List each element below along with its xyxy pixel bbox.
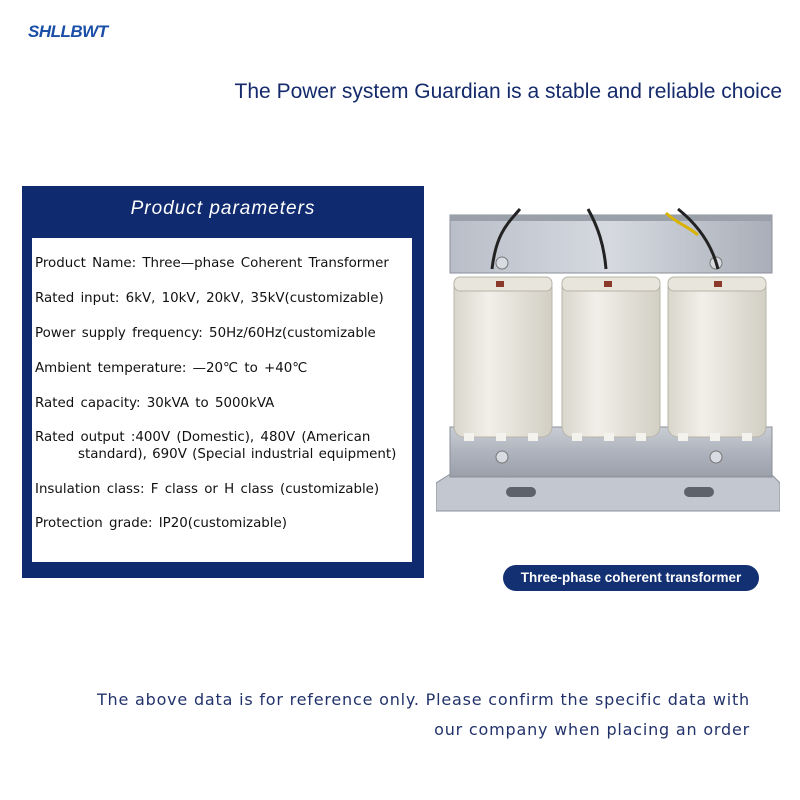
param-protection-grade: Protection grade: IP20(customizable) <box>35 516 287 531</box>
brand-logo: SHLLBWT <box>28 22 108 41</box>
headline: The Power system Guardian is a stable and reliable choice <box>234 80 782 103</box>
param-insulation-class: Insulation class: F class or H class (customizable) <box>35 482 380 497</box>
disclaimer-line-2: our company when placing an order <box>434 720 750 739</box>
param-rated-capacity: Rated capacity: 30kVA to 5000kVA <box>35 396 275 411</box>
param-product-name: Product Name: Three—phase Coherent Transformer <box>35 256 389 271</box>
product-parameters-title: Product parameters <box>130 198 316 219</box>
three-phase-transformer-icon <box>436 205 780 515</box>
param-ambient-temperature: Ambient temperature: —20℃ to +40℃ <box>35 361 308 376</box>
param-power-frequency: Power supply frequency: 50Hz/60Hz(customizable <box>35 326 376 341</box>
param-rated-input: Rated input: 6kV, 10kV, 20kV, 35kV(customizable) <box>35 291 384 306</box>
param-rated-output-continued: standard), 690V (Special industrial equipment) <box>78 447 397 462</box>
product-parameters-list <box>32 238 412 562</box>
product-parameters-panel <box>22 186 424 578</box>
product-caption: Three-phase coherent transformer <box>503 565 759 591</box>
disclaimer-line-1: The above data is for reference only. Please confirm the specific data with <box>96 690 750 709</box>
param-rated-output: Rated output :400V (Domestic), 480V (American <box>35 430 371 445</box>
